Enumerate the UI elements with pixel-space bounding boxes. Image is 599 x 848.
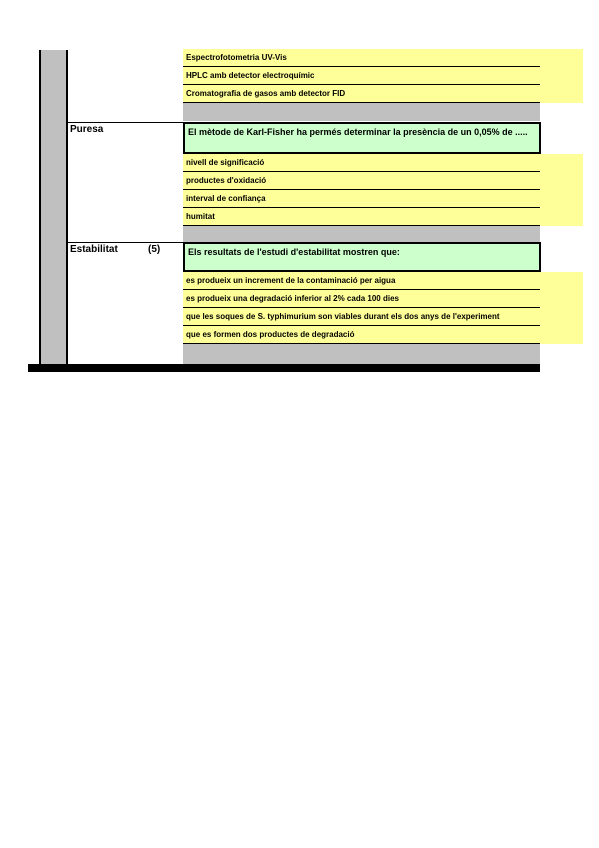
question-number: (5) <box>148 244 161 255</box>
option-row[interactable]: nivell de significació <box>183 154 540 172</box>
option-row[interactable]: humitat <box>183 208 540 226</box>
separator-bar <box>183 344 540 364</box>
option-row[interactable]: HPLC amb detector electroquímic <box>183 67 540 85</box>
question-box: El mètode de Karl-Fisher ha permés determinar la presència de un 0,05% de ..... <box>183 122 541 154</box>
left-border-line <box>39 50 41 364</box>
separator-bar <box>183 103 540 121</box>
bottom-border-bar <box>28 364 540 372</box>
option-extension <box>540 272 583 344</box>
option-row[interactable]: es produeix una degradació inferior al 2% cada 100 dies <box>183 290 540 308</box>
option-row[interactable]: que es formen dos productes de degradació <box>183 326 540 344</box>
option-row[interactable]: interval de confiança <box>183 190 540 208</box>
separator-bar <box>183 226 540 242</box>
option-extension <box>540 49 583 103</box>
option-row[interactable]: Espectrofotometria UV-Vis <box>183 49 540 67</box>
section-label-puresa: Puresa <box>70 124 104 135</box>
option-row[interactable]: que les soques de S. typhimurium son viables durant els dos anys de l'experiment <box>183 308 540 326</box>
section-divider <box>68 122 183 123</box>
option-row[interactable]: Cromatografia de gasos amb detector FID <box>183 85 540 103</box>
option-row[interactable]: es produeix un increment de la contaminació per aigua <box>183 272 540 290</box>
section-label-estabilitat: Estabilitat <box>70 244 118 255</box>
option-row[interactable]: productes d'oxidació <box>183 172 540 190</box>
option-extension <box>540 154 583 226</box>
section-divider <box>68 242 183 243</box>
left-gray-column <box>40 50 66 364</box>
inner-border-line <box>66 50 68 364</box>
question-box: Els resultats de l'estudi d'estabilitat mostren que: <box>183 242 541 272</box>
